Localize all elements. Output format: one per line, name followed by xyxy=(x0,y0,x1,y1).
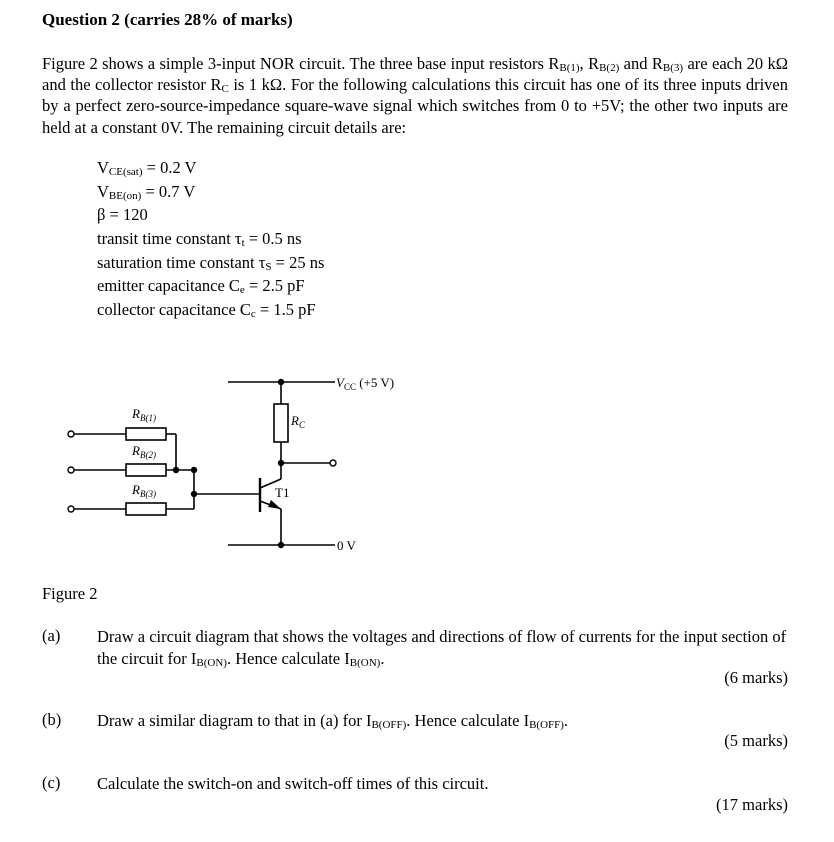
ground-junction-dot xyxy=(278,542,284,548)
base-junction-dot xyxy=(191,491,197,497)
question-b-marks: (5 marks) xyxy=(724,731,788,750)
param-emitter-capacitance: emitter capacitance $C_e = 2.5$ pF xyxy=(97,276,305,297)
param-saturation-time: saturation time constant $\tau_S = 25$ ns xyxy=(97,252,325,273)
param-collector-capacitance: collector capacitance $C_c = 1.5$ pF xyxy=(97,300,316,321)
input-2-terminal xyxy=(68,467,74,473)
rb1-resistor xyxy=(126,428,166,440)
question-a-label: (a) xyxy=(42,626,61,645)
figure-caption: Figure 2 xyxy=(42,584,98,603)
question-c-text: Calculate the switch-on and switch-off times of this circuit. xyxy=(97,774,489,793)
rb2-label: $R_{B(2)}$ xyxy=(132,443,156,460)
param-beta: β = 120 xyxy=(97,205,148,225)
rb1-label: $R_{B(1)}$ xyxy=(132,406,156,423)
emitter-arrow xyxy=(268,500,281,509)
question-a-marks: (6 marks) xyxy=(724,668,788,687)
output-terminal xyxy=(330,460,336,466)
question-b-label: (b) xyxy=(42,710,62,729)
rb3-label: $R_{B(3)}$ xyxy=(132,482,156,499)
rb3-resistor xyxy=(126,503,166,515)
question-c-marks: (17 marks) xyxy=(716,795,788,814)
input-1-terminal xyxy=(68,431,74,437)
output-junction-dot xyxy=(278,460,284,466)
rc-label: $R_C$ xyxy=(291,413,305,430)
param-vbe-on: $V_{BE(on)} = 0.7$ V xyxy=(97,181,196,202)
bus-top-junction-dot xyxy=(191,467,197,473)
question-a-text: Draw a circuit diagram that shows the voltages and directions of flow of currents for the input section of the circuit for $I_{B(ON)}$. Hence calculate $I_{B(ON)}$. xyxy=(97,627,787,669)
question-b-text: Draw a similar diagram to that in (a) for $I_{B(OFF)}$. Hence calculate $I_{B(OFF)}$. xyxy=(97,711,569,731)
intro-paragraph: Figure 2 shows a simple 3-input NOR circuit. The three base input resistors $R_{B(1)}$, $R_{B(2)}$ and $R_{B(3)}$ are each 20 kΩ and the collector resistor $R_C$ is 1 kΩ. For the following calculations this circuit has one of its three inputs driven by a perfect zero-source-impedance square-wave signal which switches from 0 to +5V; the other two inputs are held at a constant 0V. The remaining circuit details are: xyxy=(42,54,789,137)
t1-label: T1 xyxy=(275,485,290,500)
param-vce-sat: $V_{CE(sat)} = 0.2$ V xyxy=(97,158,197,178)
input-junction-dot xyxy=(173,467,179,473)
question-c-label: (c) xyxy=(42,773,61,792)
rc-resistor xyxy=(274,404,288,442)
param-transit-time: transit time constant $\tau_t = 0.5$ ns xyxy=(97,229,302,250)
vcc-junction-dot xyxy=(278,379,284,385)
rb2-resistor xyxy=(126,464,166,476)
vcc-label: $V_{CC}$ (+5 V) xyxy=(336,375,395,392)
ground-label: 0 V xyxy=(337,538,356,553)
question-heading: Question 2 (carries 28% of marks) xyxy=(42,10,293,29)
input-3-terminal xyxy=(68,506,74,512)
